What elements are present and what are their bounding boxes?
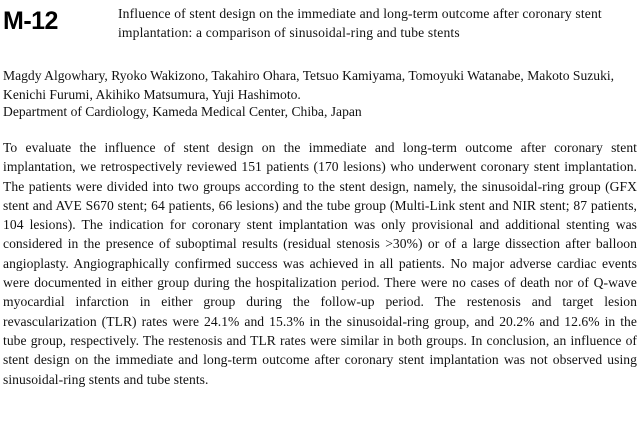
affiliation: Department of Cardiology, Kameda Medical Center, Chiba, Japan (3, 104, 362, 119)
abstract-header (3, 4, 635, 48)
abstract-title: Influence of stent design on the immediate and long-term outcome after coronary stent implantation: a comparison of sinusoidal-ring and tube stents (118, 6, 602, 40)
abstract-id: M-12 (3, 7, 58, 35)
author-list: Magdy Algowhary, Ryoko Wakizono, Takahiro Ohara, Tetsuo Kamiyama, Tomoyuki Watanabe, Makoto Suzuki, Kenichi Furumi, Akihiko Matsumura, Yuji Hashimoto. (3, 68, 615, 102)
abstract-body: To evaluate the influence of stent design on the immediate and long-term outcome after coronary stent implantation, we retrospectively reviewed 151 patients (170 lesions) who underwent coronary stent implantation. The patients were divided into two groups according to the stent design, namely, the sinusoidal-ring group (GFX stent and AVE S670 stent; 64 patients, 66 lesions) and the tube group (Multi-Link stent and NIR stent; 87 patients, 104 lesions). The indication for coronary stent implantation was only provisional and additional stenting was considered in the presence of suboptimal results (residual stenosis >30%) or of a large dissection after balloon angioplasty. Angiographically confirmed success was achieved in all patients. No major adverse cardiac events were documented in either group during the hospitalization period. There were no cases of death nor of Q-wave myocardial infarction in either group during the follow-up period. The restenosis and target lesion revascularization (TLR) rates were 24.1% and 15.3% in the sinusoidal-ring group, and 20.2% and 12.6% in the tube group, respectively. The restenosis and TLR rates were similar in both groups. In conclusion, an influence of stent design on the immediate and long-term outcome after coronary stent implantation was not observed using sinusoidal-ring stents and tube stents. (3, 140, 637, 387)
